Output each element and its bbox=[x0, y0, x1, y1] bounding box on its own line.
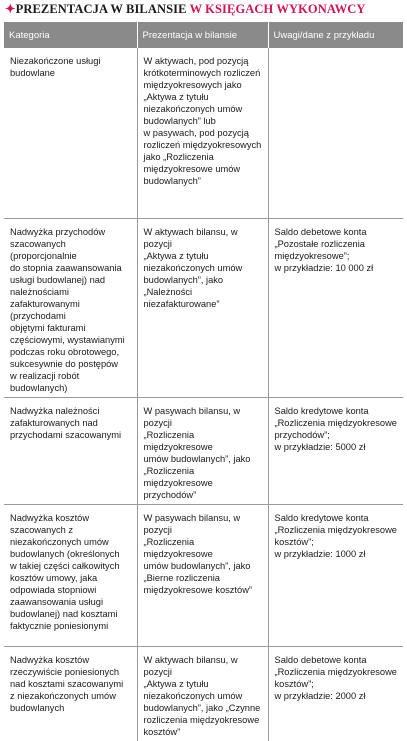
cell-text-line: „Bierne rozliczenia bbox=[144, 572, 263, 584]
header-notes: Uwagi/dane z przykładu bbox=[268, 22, 403, 48]
table-row bbox=[4, 48, 403, 219]
table-row bbox=[4, 505, 403, 647]
cell-text-line: faktycznie poniesionymi bbox=[10, 620, 132, 632]
cell-text-line: niezakończonych umów bbox=[144, 262, 263, 274]
cell-text-line: międzyokresowe”; bbox=[275, 250, 399, 262]
cell-text-line: Niezakończone usługi bbox=[10, 55, 132, 67]
cell-text-line: międzyokresowe kosztów” bbox=[144, 584, 263, 596]
header-presentation: Prezentacja w bilansie bbox=[137, 22, 268, 48]
category-cell bbox=[4, 647, 137, 741]
cell-text-line: przychodów”; bbox=[275, 429, 399, 441]
presentation-cell bbox=[137, 505, 268, 647]
cell-text-line: „Rozliczenia międzyokresowe bbox=[275, 524, 399, 536]
cell-text-line: do stopnia zaawansowania bbox=[10, 262, 132, 274]
cell-text-line: „Rozliczenia międzyokresowe bbox=[144, 465, 263, 489]
presentation-table bbox=[4, 22, 403, 741]
cell-text-line: w przykładzie: 1000 zł bbox=[275, 548, 399, 560]
cell-text-line: jako „Rozliczenia bbox=[144, 151, 263, 163]
cell-text-line: „Pozostałe rozliczenia bbox=[275, 238, 399, 250]
cell-text-line: W aktywach bilansu, w pozycji bbox=[144, 226, 263, 250]
cell-text-line: w przykładzie: 10 000 zł bbox=[275, 262, 399, 274]
title-part-1: PREZENTACJA W BILANSIE bbox=[16, 2, 190, 16]
cell-text-line: w realizacji robót bbox=[10, 370, 132, 382]
presentation-cell bbox=[137, 48, 268, 219]
cell-text-line: w przykładzie: 5000 zł bbox=[275, 441, 399, 453]
cell-text-line: umów budowlanych”, jako bbox=[144, 453, 263, 465]
cell-text-line: „Aktywa z tytułu bbox=[144, 678, 263, 690]
table-row bbox=[4, 398, 403, 505]
cell-text-line: „Należności niezafakturowane” bbox=[144, 286, 263, 310]
cell-text-line: kosztów”; bbox=[275, 678, 399, 690]
cell-text-line: rzeczywiście poniesionych bbox=[10, 666, 132, 678]
notes-cell bbox=[268, 48, 403, 219]
cell-text-line: W aktywach, pod pozycją bbox=[144, 55, 263, 67]
header-category: Kategoria bbox=[4, 22, 137, 48]
cell-text-line: budowlanej) nad kosztami bbox=[10, 608, 132, 620]
table-row bbox=[4, 647, 403, 741]
notes-cell bbox=[268, 219, 403, 398]
cell-text-line: należnościami bbox=[10, 286, 132, 298]
table-row bbox=[4, 219, 403, 398]
table-header-row bbox=[4, 22, 403, 48]
cell-text-line: W pasywach bilansu, w pozycji bbox=[144, 405, 263, 429]
cell-text-line: „Rozliczenia międzyokresowe bbox=[275, 666, 399, 678]
cell-text-line: budowlanych bbox=[10, 702, 132, 714]
cell-text-line: objętymi fakturami bbox=[10, 322, 132, 334]
title-marker-icon: ✦ bbox=[5, 2, 16, 16]
cell-text-line: budowlanych” lub bbox=[144, 115, 263, 127]
cell-text-line: zafakturowanymi (przychodami bbox=[10, 298, 132, 322]
cell-text-line: zaawansowania usługi bbox=[10, 596, 132, 608]
cell-text-line: odpowiada stopniowi bbox=[10, 584, 132, 596]
category-cell bbox=[4, 505, 137, 647]
cell-text-line: W aktywach bilansu, w pozycji bbox=[144, 654, 263, 678]
cell-text-line: zafakturowanych nad bbox=[10, 417, 132, 429]
category-cell bbox=[4, 219, 137, 398]
cell-text-line: niezakończonych umów bbox=[10, 536, 132, 548]
cell-text-line: w takiej części całkowitych bbox=[10, 560, 132, 572]
cell-text-line: Saldo kredytowe konta bbox=[275, 405, 399, 417]
cell-text-line: W pasywach bilansu, w pozycji bbox=[144, 512, 263, 536]
document-title bbox=[5, 1, 365, 17]
cell-text-line: umów budowlanych”, jako bbox=[144, 560, 263, 572]
cell-text-line: usługi budowlanej) nad bbox=[10, 274, 132, 286]
cell-text-line: kosztów” bbox=[144, 726, 263, 738]
cell-text-line: nad kosztami szacowanymi bbox=[10, 678, 132, 690]
cell-text-line: przychodami szacowanymi bbox=[10, 429, 132, 441]
cell-text-line: Nadwyżka przychodów bbox=[10, 226, 132, 238]
presentation-cell bbox=[137, 647, 268, 741]
notes-cell bbox=[268, 398, 403, 505]
cell-text-line: budowlanych”, jako „Czynne bbox=[144, 702, 263, 714]
cell-text-line: podczas roku obrotowego, bbox=[10, 346, 132, 358]
notes-cell bbox=[268, 647, 403, 741]
cell-text-line: Saldo debetowe konta bbox=[275, 654, 399, 666]
cell-text-line: Saldo debetowe konta bbox=[275, 226, 399, 238]
cell-text-line: kosztów umowy, jaka bbox=[10, 572, 132, 584]
cell-text-line: „Rozliczenia międzyokresowe bbox=[144, 536, 263, 560]
cell-text-line: w pasywach, pod pozycją bbox=[144, 127, 263, 139]
cell-text-line: szacowanych z bbox=[10, 524, 132, 536]
cell-text-line: przychodów” bbox=[144, 489, 263, 501]
cell-text-line: budowlanych (określonych bbox=[10, 548, 132, 560]
presentation-cell bbox=[137, 219, 268, 398]
presentation-cell bbox=[137, 398, 268, 505]
cell-text-line: Nadwyżka należności bbox=[10, 405, 132, 417]
cell-text-line: „Rozliczenia międzyokresowe bbox=[144, 429, 263, 453]
cell-text-line: niezakończonych umów bbox=[144, 103, 263, 115]
cell-text-line: „Rozliczenia międzyokresowe bbox=[275, 417, 399, 429]
cell-text-line: krótkoterminowych rozliczeń bbox=[144, 67, 263, 79]
category-cell bbox=[4, 398, 137, 505]
cell-text-line: międzyokresowych jako bbox=[144, 79, 263, 91]
cell-text-line: z niezakończonych umów bbox=[10, 690, 132, 702]
title-part-2: W KSIĘGACH WYKONAWCY bbox=[190, 2, 366, 16]
cell-text-line: budowlanych) bbox=[10, 382, 132, 394]
cell-text-line: niezakończonych umów bbox=[144, 690, 263, 702]
cell-text-line: budowlanych” bbox=[144, 175, 263, 187]
notes-cell bbox=[268, 505, 403, 647]
cell-text-line: „Aktywa z tytułu bbox=[144, 91, 263, 103]
cell-text-line: w przykładzie: 2000 zł bbox=[275, 690, 399, 702]
cell-text-line: rozliczeń międzyokresowych bbox=[144, 139, 263, 151]
cell-text-line: kosztów”; bbox=[275, 536, 399, 548]
cell-text-line: sukcesywnie do postępów bbox=[10, 358, 132, 370]
cell-text-line: budowlane bbox=[10, 67, 132, 79]
category-cell bbox=[4, 48, 137, 219]
cell-text-line: szacowanych (proporcjonalnie bbox=[10, 238, 132, 262]
cell-text-line: Nadwyżka kosztów bbox=[10, 512, 132, 524]
cell-text-line: rozliczenia międzyokresowe bbox=[144, 714, 263, 726]
cell-text-line: międzyokresowe umów bbox=[144, 163, 263, 175]
cell-text-line: Saldo kredytowe konta bbox=[275, 512, 399, 524]
cell-text-line: „Aktywa z tytułu bbox=[144, 250, 263, 262]
cell-text-line: częściowymi, wystawianymi bbox=[10, 334, 132, 346]
cell-text-line: Nadwyżka kosztów bbox=[10, 654, 132, 666]
cell-text-line: budowlanych”, jako bbox=[144, 274, 263, 286]
